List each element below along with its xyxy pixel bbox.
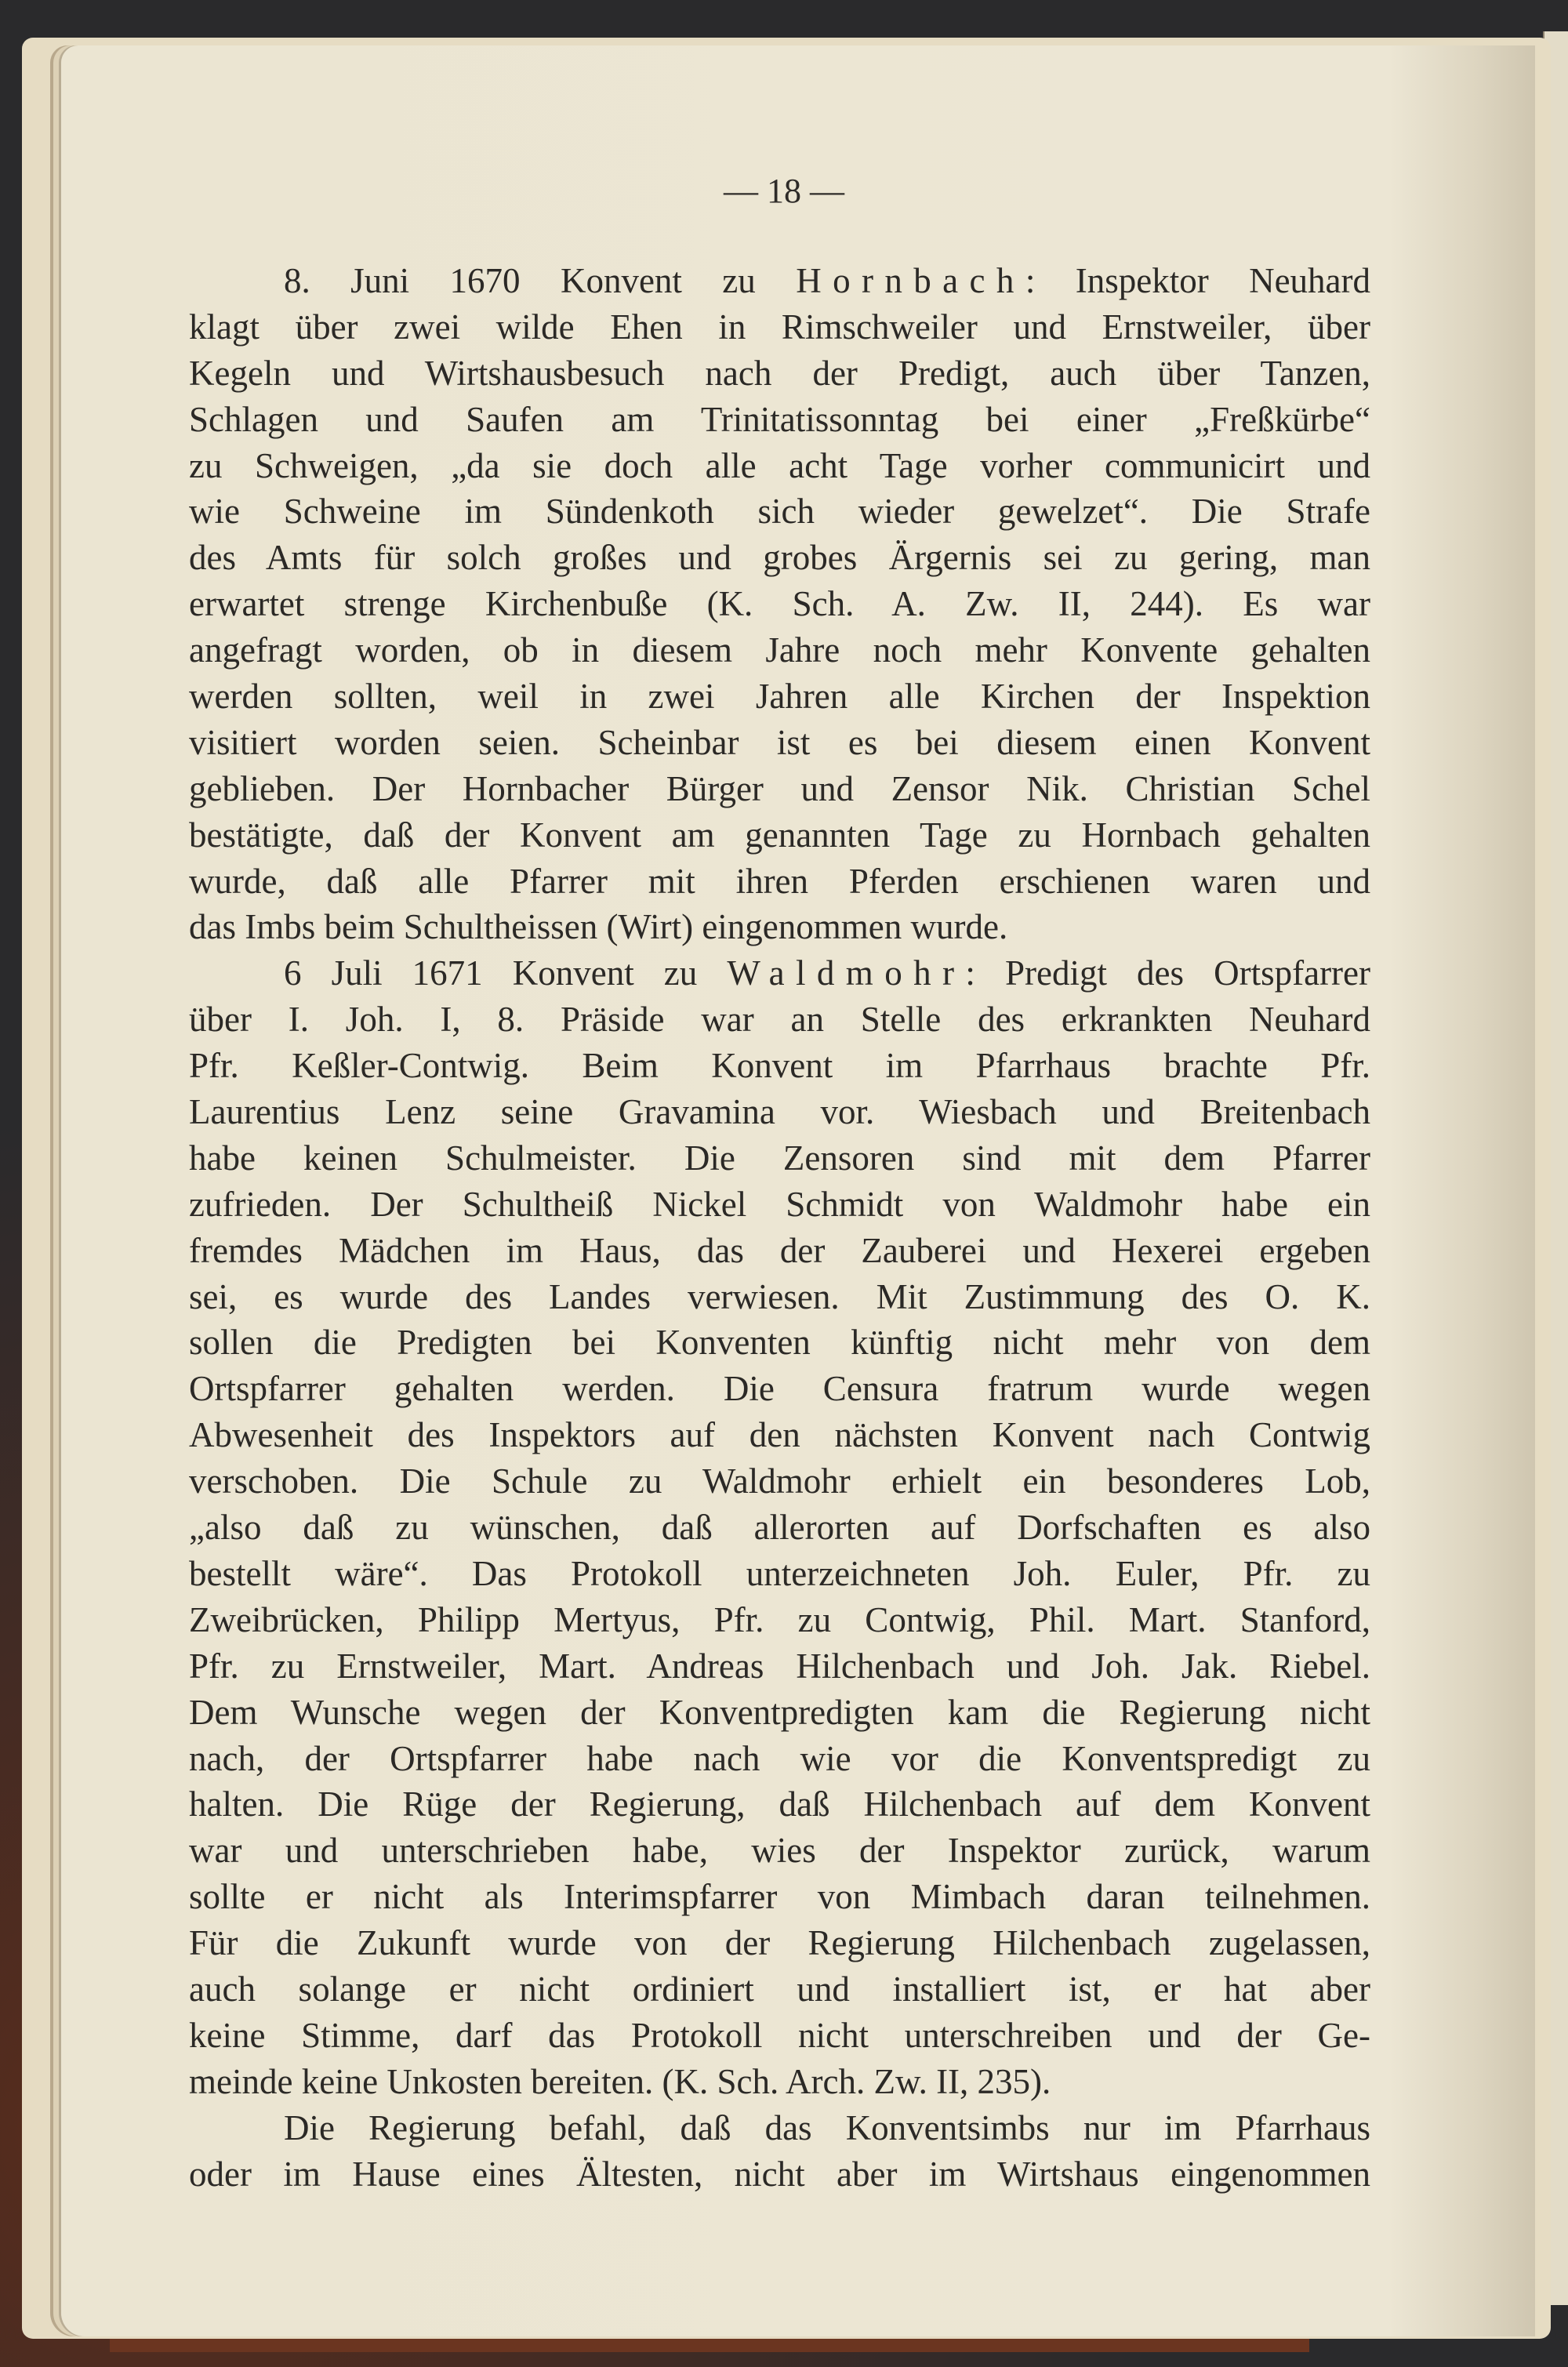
text-segment: zufrieden. Der Schultheiß Nickel Schmidt von Waldmohr habe ein	[189, 1184, 1370, 1224]
spaced-place-name: Waldmohr	[727, 953, 966, 993]
text-line	[189, 1966, 1370, 2013]
text-segment: klagt über zwei wilde Ehen in Rimschweiler und Ernstweiler, über	[189, 307, 1370, 347]
text-line	[189, 1736, 1370, 1782]
text-segment: habe keinen Schulmeister. Die Zensoren sind mit dem Pfarrer	[189, 1138, 1370, 1178]
text-segment: Zweibrücken, Philipp Mertyus, Pfr. zu Contwig, Phil. Mart. Stanford,	[189, 1599, 1370, 1639]
text-line	[189, 2059, 1370, 2105]
text-segment: halten. Die Rüge der Regierung, daß Hilchenbach auf dem Konvent	[189, 1784, 1370, 1824]
text-line	[189, 720, 1370, 766]
text-line	[189, 1920, 1370, 1966]
text-line	[189, 627, 1370, 673]
spaced-place-name: Hornbach	[796, 261, 1025, 300]
text-line	[189, 812, 1370, 859]
text-segment: Schlagen und Saufen am Trinitatissonntag bei einer „Freßkürbe“	[189, 399, 1370, 439]
text-line	[189, 1874, 1370, 1920]
text-line	[189, 1458, 1370, 1505]
page-number: — 18 —	[724, 172, 844, 210]
text-line	[189, 1089, 1370, 1135]
text-segment: das Imbs beim Schultheissen (Wirt) eingenommen wurde.	[189, 907, 1008, 947]
text-segment: Pfr. zu Ernstweiler, Mart. Andreas Hilchenbach und Joh. Jak. Riebel.	[189, 1646, 1370, 1686]
text-segment: des Amts für solch großes und grobes Ärgernis sei zu gering, man	[189, 538, 1370, 578]
text-segment: Ortspfarrer gehalten werden. Die Censura fratrum wurde wegen	[189, 1369, 1370, 1409]
text-line	[189, 904, 1370, 950]
text-segment: : Inspektor Neuhard	[1025, 261, 1371, 300]
text-segment: werden sollten, weil in zwei Jahren alle Kirchen der Inspektion	[189, 677, 1370, 717]
text-line	[189, 950, 1370, 997]
text-segment: Für die Zukunft wurde von der Regierung Hilchenbach zugelassen,	[189, 1923, 1370, 1963]
text-line	[189, 1690, 1370, 1736]
text-segment: : Predigt des Ortspfarrer	[965, 953, 1370, 993]
text-line	[189, 859, 1370, 905]
text-segment: Pfr. Keßler-Contwig. Beim Konvent im Pfarrhaus brachte Pfr.	[189, 1046, 1370, 1086]
text-line	[189, 1320, 1370, 1366]
text-line	[189, 1597, 1370, 1643]
text-line	[189, 535, 1370, 581]
text-segment: meinde keine Unkosten bereiten. (K. Sch. Arch. Zw. II, 235).	[189, 2061, 1051, 2101]
text-segment: oder im Hause eines Ältesten, nicht aber im Wirtshaus eingenommen	[189, 2154, 1370, 2194]
text-segment: keine Stimme, darf das Protokoll nicht unterschreiben und der Ge-	[189, 2015, 1370, 2055]
text-line	[189, 443, 1370, 489]
text-segment: bestätigte, daß der Konvent am genannten Tage zu Hornbach gehalten	[189, 815, 1370, 855]
text-segment: bestellt wäre“. Das Protokoll unterzeichneten Joh. Euler, Pfr. zu	[189, 1553, 1370, 1593]
text-segment: zu Schweigen, „da sie doch alle acht Tage vorher communicirt und	[189, 445, 1370, 485]
text-segment: Dem Wunsche wegen der Konventpredigten kam die Regierung nicht	[189, 1692, 1370, 1732]
text-segment: Laurentius Lenz seine Gravamina vor. Wiesbach und Breitenbach	[189, 1092, 1370, 1132]
text-line	[189, 2151, 1370, 2198]
text-line	[189, 488, 1370, 535]
text-segment: 8. Juni 1670 Konvent zu	[284, 261, 797, 300]
text-line	[189, 1412, 1370, 1458]
text-line	[189, 1274, 1370, 1320]
text-line	[189, 1828, 1370, 1874]
text-line	[189, 1228, 1370, 1274]
text-segment: nach, der Ortspfarrer habe nach wie vor die Konventspredigt zu	[189, 1738, 1370, 1778]
text-segment: wie Schweine im Sündenkoth sich wieder gewelzet“. Die Strafe	[189, 492, 1370, 532]
text-line	[189, 1182, 1370, 1228]
text-line	[189, 2105, 1370, 2151]
text-segment: „also daß zu wünschen, daß allerorten auf Dorfschaften es also	[189, 1508, 1370, 1548]
text-segment: verschoben. Die Schule zu Waldmohr erhielt ein besonderes Lob,	[189, 1461, 1370, 1501]
text-segment: 6 Juli 1671 Konvent zu	[284, 953, 728, 993]
text-line	[189, 997, 1370, 1043]
text-line	[189, 1643, 1370, 1690]
text-line	[189, 397, 1370, 443]
text-segment: Die Regierung befahl, daß das Konventsimbs nur im Pfarrhaus	[284, 2107, 1370, 2147]
text-segment: wurde, daß alle Pfarrer mit ihren Pferden erschienen waren und	[189, 861, 1370, 901]
text-segment: sollte er nicht als Interimspfarrer von Mimbach daran teilnehmen.	[189, 1877, 1370, 1917]
text-line	[189, 673, 1370, 720]
text-line	[189, 1781, 1370, 1828]
text-segment: sollen die Predigten bei Konventen künftig nicht mehr von dem	[189, 1323, 1370, 1363]
text-segment: sei, es wurde des Landes verwiesen. Mit Zustimmung des O. K.	[189, 1276, 1370, 1316]
text-line	[189, 304, 1370, 350]
text-segment: Abwesenheit des Inspektors auf den nächsten Konvent nach Contwig	[189, 1415, 1370, 1455]
text-segment: war und unterschrieben habe, wies der Inspektor zurück, warum	[189, 1831, 1370, 1871]
text-line	[189, 350, 1370, 397]
text-segment: Kegeln und Wirtshausbesuch nach der Predigt, auch über Tanzen,	[189, 353, 1370, 393]
text-line	[189, 2013, 1370, 2059]
text-line	[189, 1043, 1370, 1089]
text-line	[189, 258, 1370, 304]
text-segment: geblieben. Der Hornbacher Bürger und Zensor Nik. Christian Schel	[189, 768, 1370, 808]
body-text	[189, 258, 1370, 2197]
text-segment: angefragt worden, ob in diesem Jahre noch mehr Konvente gehalten	[189, 630, 1370, 670]
text-segment: visitiert worden seien. Scheinbar ist es bei diesem einen Konvent	[189, 722, 1370, 762]
text-line	[189, 766, 1370, 812]
text-line	[189, 1366, 1370, 1412]
text-segment: über I. Joh. I, 8. Präside war an Stelle des erkrankten Neuhard	[189, 1000, 1370, 1040]
text-segment: auch solange er nicht ordiniert und installiert ist, er hat aber	[189, 1969, 1370, 2009]
text-line	[189, 1135, 1370, 1182]
text-line	[189, 581, 1370, 627]
text-segment: erwartet strenge Kirchenbuße (K. Sch. A. Zw. II, 244). Es war	[189, 584, 1370, 624]
text-line	[189, 1505, 1370, 1551]
text-segment: fremdes Mädchen im Haus, das der Zauberei und Hexerei ergeben	[189, 1230, 1370, 1270]
text-line	[189, 1551, 1370, 1597]
